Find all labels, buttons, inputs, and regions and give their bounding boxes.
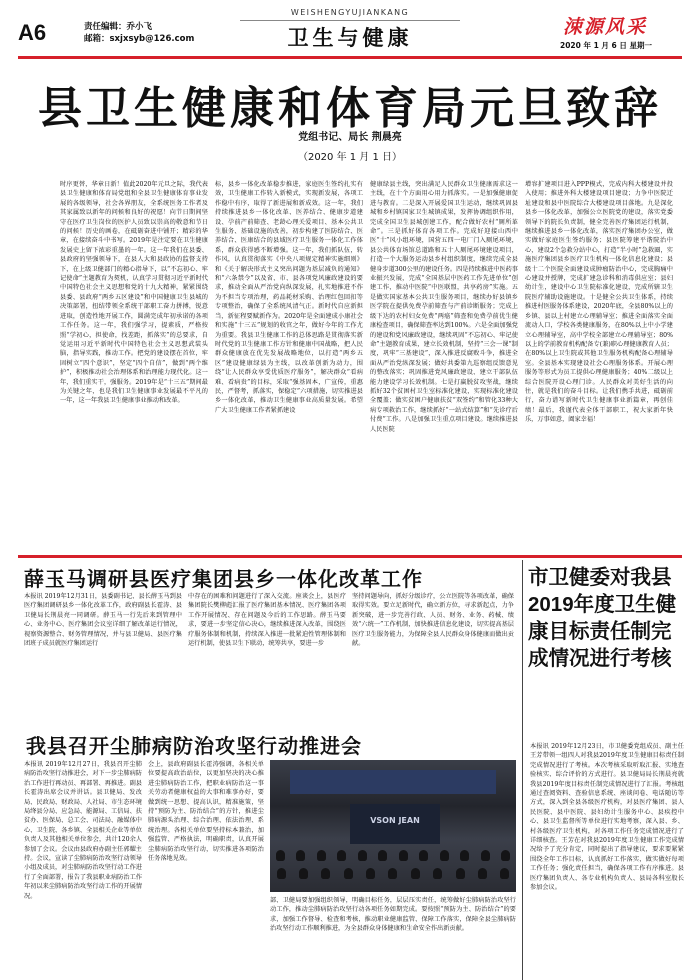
article2-column-3: 坚持问题导向，抓好分级诊疗，公立医院等各项改革，确保取得实效。要立足新时代，确立新方位，寻求新起点，力争新突破，进一步完善行政、人员、财务、业务、药械、绩效“六统一”工作机制，加快推进信息化建设，切实提高基层医疗卫生服务能力，为保障全县人民群众身体健康而做出贡献。: [352, 593, 514, 648]
meeting-photo: [270, 760, 516, 892]
main-headline: 县卫生健康和体育局元旦致辞: [38, 84, 662, 133]
article4-column-1: 本报讯 2019年12月27日，我县召开尘肺病防治攻坚行动推进会，对下一步尘肺病防治工作进行再动员、再部署、再推进。副县长霍涛出席会议并讲话。县卫健局、发改局、民政局、财政局、人社局、市生态环境局绛县分局、应急局、能源局、工信局、扶贫办、医保局、总工会、司法局、融媒体中心、卫生院、各乡镇、全县相关企业等单位负责人及其他相关单位参会，共计120余人参加了会议。会议由县政府办副主任郭耀主持。会议，宣读了尘肺病防治攻坚行动领导小组及成员，对尘肺病防治攻坚行动工作进行了全面部署，报告了我县职业病防治工作年初以来尘肺病防治攻坚行动工作的开展情况。: [24, 761, 142, 900]
photo-caption: VSON JEAN: [370, 816, 420, 825]
article2-column-1: 本报讯 2019年12月31日，县委副书记、县长薛玉马到县医疗集团调研县乡一体化改革工作，政府副县长霍涛、县卫健局长荆晨亮一同调研。薛玉马一行先后来到管理中心、业务中心、医疗集团会议室详细了解改革运行情况，视察资源整合、财务管理情况，并与县卫健局、县医疗集团班子成员就医疗集团运行: [24, 593, 182, 648]
article3-body: 本报讯 2019年12月23日，市卫健委党组成员、副主任王芳带领一组四人对我县2019年度卫生健康目标责任制完成情况进行了考核。本次考核采取听取汇报、实地查验核实、综合评价的方式进行。县卫健局局长荆晨亮就我县2019年度目标责任制完成情况进行了汇报。考核组通过查阅资料、查验信息系统、座谈问卷、电话随访等方式，深入到全县各级医疗机构，对县医疗集团、县人民医院、县中医院、县妇幼计生服务中心、县疾控中心、县卫生监督所等单位进行实地考察，深入县、乡、村各级医疗卫生机构，对各项工作任务完成情况进行了详细核查。王芳在对我县2019年度卫生健康工作完成情况给予了充分肯定，同时提出了指导建议，要求要紧紧围绕全年工作目标，认真抓好工作落实，做实做好每项工作任务；强化责任担当，确保各项工作有序推进。县医疗集团负责人、各专业机构负责人、县局各科室股长参加会议。: [530, 743, 684, 892]
main-column-2: 标，县乡一体化改革稳步推进，家庭医生签约扎实有效，卫生健康工作转入新模式，实现新发展，各项工作稳中有序，取得了新进展和新成效。这一年，我们持续推进县乡一体化改革、医养结合、健康步道建设、孕前产前筛查、老龄心理关爱项目、基本公共卫生服务、基础设施的改善，初步构建了医防结合、医养结合、医康结合的县域医疗卫生服务一体化工作体系，群众获得感不断增强。这一年，我们抓队伍，转作风，认真贯彻落实《中央八项规定精神实施细则》和《关于解决形式主义突出问题为基层减负的通知》和“六条禁令”以及省、市、县各项党风廉政建设的要求，推动全面从严治党向纵深发展，扎实地推进不作为不担当专项治理，药品耗材采购、治理红包回扣等专项整治，确保了全系统风清气正。新时代自应新担当，新征程要赋新作为。2020年是全面建成小康社会和实施“十三五”规划的收官之年，做好今年的工作尤为重要。我县卫生健康工作的总体思路是贯彻落实新时代党的卫生健康工作方针和健康中国战略，把人民群众健康放在优先发展战略地位，以打造“两乡五区”建设健康绿县为主线，以改革创新为动力，围绕“让人民群众享受优质医疗服务”，解决群众“看病难、看病贵”的目标，采取“强基固本，广宣传，重惠民，严督考，抓落实，保稳定”六项措施，切实推进县乡一体化改革，推动卫生健康事业高质量发展。希望广大卫生健康工作者紧抓建设: [215, 181, 363, 414]
section-rule: [18, 555, 682, 558]
main-column-3: 健康绿县主线，突出满足人民群众卫生健康需求这一主线，在十个方面用心用力抓落实。一是加强健康促进与教育。二是深入开展爱国卫生运动，继续巩固县城和乡村镇国家卫生城镇成果，发挥协调组织作用，完成全国卫生县城创建工作，配合做好农村“厕所革命”。三是抓好体育各项工作。完成好迎接山西中医“十”风小组环境，国营五四一电厂门入厕尾环境，县公共体育场馆总道路和五十人厕尾环境建设项目，打造一个大服务运动县乡村组织制度，继续完成全县健身步道300公里的建设任务。四是持续推进中医药事业振兴发展，完成“全国基层中医药工作先进单位”创建工作，推动中医院“中医联盟，共享药房”实施。五是做实国家基本公共卫生服务项目，继续办好县镇乡医学院在提供免费孕前筛查与产前诊断服务；完成上级下达的农村妇女免费“两癌”筛查和免费孕前优生健康检查项目，确保筛查率达到100%。六是全面加强党的建设和党风廉政建设，继续巩固“不忘初心、牢记使命”主题教育成果，建立长效机制，坚持“三会一课”制度，巩牢“三基建设”，深入推进反腐败斗争，推进全面从严治党纵深发展；做好共委第九巡察组反馈意见的整改落实；巩固推进党风廉政建设、建立干部队伍能力建设学习长效机制。七是打赢脱贫攻坚战，继续抓好32个贫困村卫生室标准化建设，实现标准化建设全覆盖；做实贫困户健康扶贫“双签约”和管化33种大病专项救治工作，继续抓好“一站式结算”和“先诊疗后付费”工作。八是加强卫生重点项目建设。继续推进县人民医院: [370, 181, 518, 433]
article4-column-3: 部、卫健局要加强组织领导，明确目标任务，层层压实责任，统筹做好尘肺病防治攻坚行动工作，推动尘肺病防治攻坚行动各项任务如期完成。要按照“预防为主、防治结合”的要求，加强工作督导、检查和考核，推动职业健康监管、保障工作落实，保障全县尘肺病防治攻坚行动工作顺利推进，为全县群众身体健康和生命安全作出新贡献。: [270, 897, 516, 933]
article3-headline: 市卫健委对我县2019年度卫生健康目标责任制完成情况进行考核: [528, 566, 677, 670]
newspaper-brand: 涑源风采: [563, 16, 648, 38]
editor-email: 邮箱：sxjxsyb@126.com: [84, 34, 195, 44]
header-rule: [18, 56, 682, 59]
main-date: （2020 年 1 月 1 日）: [297, 152, 403, 163]
photo-screen: [350, 804, 440, 844]
column-divider: [522, 560, 523, 980]
editor-info: [84, 21, 194, 45]
audience-row: [270, 868, 516, 880]
section-pinyin: WEISHENGYUJIANKANG: [290, 8, 410, 17]
article4-column-2: 会上，县政府副县长霍涛强调，各相关单位要提高政治站位，以更加坚决的决心推进尘肺病防治工作，把职业病防治这一事关劳动者健康权益的大事和难事办好，要做到统一思想、提高认识，精准施策，坚持“预防为主、防治结合”的方针，推进尘肺病源头治理、综合治理、依法治理、系统治理。各相关单位要坚持标本兼治，加强监管、严格执法，明确职责，认真开展尘肺病防治攻坚行动，切实推进各项防治任务落地见效。: [148, 761, 264, 863]
editor-name: 责任编辑：乔小飞: [84, 22, 153, 32]
photo-banner: [290, 770, 496, 794]
section-divider: [240, 20, 460, 21]
article4-headline: 我县召开尘肺病防治攻坚行动推进会: [26, 736, 362, 758]
main-column-4: 增容扩建项目进入PPP模式，完成内科大楼建设并投入使用；推进外科大楼建设项目建设；力争中医院迁址建设和县中医院综合大楼建设项目落地。九是深化县乡一体化改革，加强公立医院党的建设，落实党委领导下的院长负责制，健全完善医疗集团运行机制，继续推进县乡一体化改革，落实医疗集团办公室，做实做好家庭医生签约服务；县医院筹建平谐院治中心，建设2个急救分站中心，打造“半小时”急救圈，实施医疗集团县乡医疗卫生机构一体化信息化建设；县级十二个医院全面建设成肿瘤防治中心，完成胸痛中心建设并授牌，完成扩建急诊科和消毒供应室；县妇幼计生，建设中心卫生院标准化建设，完成所辖卫生院医疗辅助设施建设。十是健全公共卫生体系，持续推进村医服务体系建设，2020年底，全县80%以上的乡镇、县以上村建立心理辅导室；推进全面落实全面流动人口，学校各类健康服务，在80%以上中小学建立心理辅导室，高中学校全部建立心理辅导室；80%以上的学前教育机构配备专(兼)职心理健康教育人员；在80%以上卫生院或其他卫生服务机构配备心理辅导室。全县基本实现建设社会心理服务体系。开展心理服务等形式为员工提供心理健康服务；40%二级以上综合医院开设心理门诊。人民群众对美好生活的向往，就是我们的奋斗目标。让我们携手共进，砥砺前行，奋力谱写新时代卫生健康事业新篇章，再创佳绩！最后，我谨代表全体干部职工，祝大家新年快乐，万事如意，阖家幸福！: [525, 181, 673, 424]
issue-date: 2020 年 1 月 6 日 星期一: [560, 41, 652, 50]
main-column-1: 时序更替，华章日新！值此2020年元旦之际，我代表县卫生健康和体育局党组和全县卫生健康体育事业发展的各级领导，社会各界朋友，全系统医务工作者及其家属致以新年的问候和良好的祝愿！向节日期间坚守在医疗卫生岗位的医护人员致以崇高的敬意和节日的问候！历史的画卷，在砥砺奋进中铺开；精彩的华章，在接续奋斗中书写。2019年是注定要在卫生健康发展史上留下浓彩重墨的一年。这一年我们在县委、县政府的坚强领导下，在县人大和县政协的监督支持下，在上级卫健部门的精心指导下，以“不忘初心、牢记使命”主题教育为契机，认真学习贯彻习近平新时代中国特色社会主义思想和党的十九大精神，紧紧围绕县委、县政府“两乡五区建设”和中国健康卫生县城的决策部署，扭结带领全系统干部职工奋力拼搏，锐意进取，创造性地开展工作，圆满完成年初承诺的各项工作任务。这一年，我们强学习，提素质，严格按照“学初心，担使命，找差距，抓落实”的总要求，自觉运用习近平新时代中国特色社会主义思想武装头脑，指导实践，推动工作。把党的建设摆在首位，牢固树立“四个意识”，坚定“四个自信”，做到“两个维护”，积极推动社会治理体系和治理能力现代化。这一年，我们重实干，强服务。2019年是“十三五”期间最为关键之年，也是我们卫生健康事业发展最不平凡的一年，这一年我县卫生健康事业推动和改革。: [60, 181, 208, 405]
section-title: 卫生与健康: [287, 25, 413, 50]
article2-column-2: 中存在的困难和问题进行了深入交流。座谈会上，县医疗集团院长樊柳彪汇报了医疗集团基本情况、医疗集团各项工作开展情况、存在问题及今后的工作思路。薛玉马要求，要进一步坚定信心决心，继续推进深入改革，围绕医疗服务体制和机制，持续深入推进一批紧迫性管理体制和运行机制，使县卫生下联动，统筹共享，要进一步: [188, 593, 346, 648]
page-number: A6: [18, 20, 47, 45]
main-byline: 党组书记、局长 荆晨亮: [298, 132, 402, 143]
article2-headline: 薛玉马调研县医疗集团县乡一体化改革工作: [24, 569, 423, 591]
audience-row: [270, 850, 516, 862]
